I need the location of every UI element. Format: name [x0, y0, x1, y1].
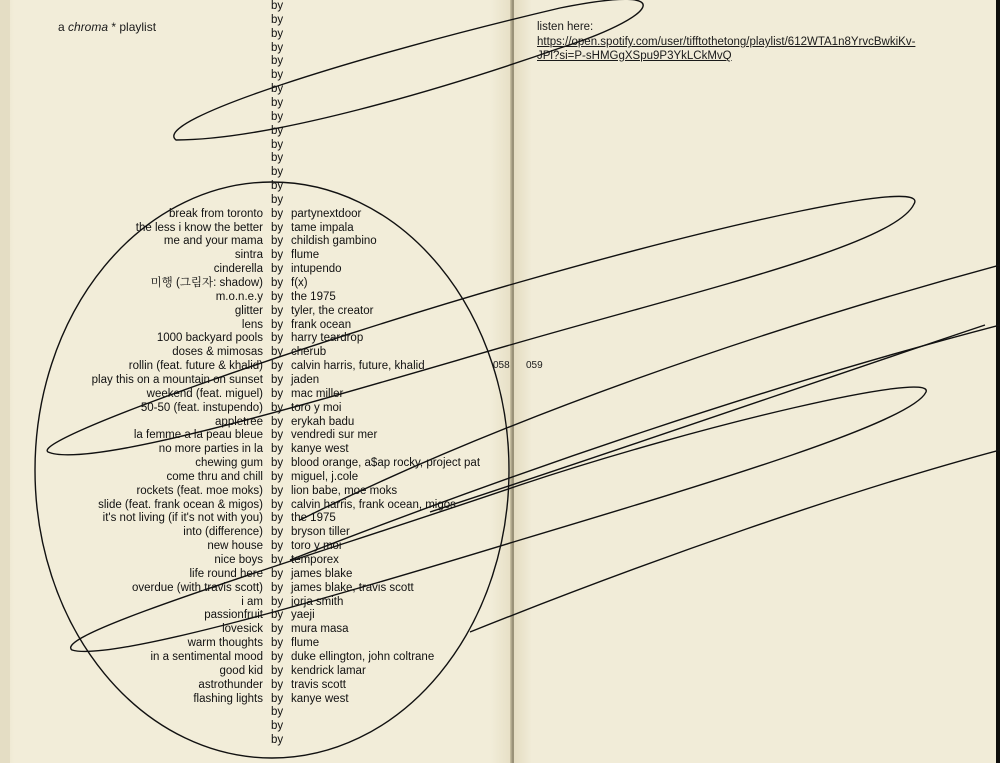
track-artist: jaden: [291, 373, 320, 386]
track-artist: bryson tiller: [291, 526, 350, 539]
track-artist: toro y moi: [291, 540, 342, 553]
drawn-circle: [35, 182, 509, 758]
scribble-loop-lower: [71, 387, 927, 651]
track-title: me and your mama: [163, 235, 263, 248]
by-word: by: [271, 96, 284, 109]
by-word: by: [271, 512, 284, 525]
track-title: new house: [207, 540, 263, 553]
by-word: by: [271, 567, 284, 580]
title-emphasis: chroma: [68, 20, 109, 34]
by-word: by: [271, 373, 284, 386]
by-word: by: [271, 290, 284, 303]
track-title: sintra: [234, 249, 263, 262]
track-title: la femme a la peau bleue: [133, 429, 263, 442]
by-word: by: [271, 609, 284, 622]
by-word: by: [271, 706, 284, 719]
by-word: by: [271, 152, 284, 165]
by-word: by: [271, 166, 284, 179]
track-artist: calvin harris, frank ocean, migos: [291, 498, 456, 511]
by-word: by: [271, 498, 284, 511]
track-artist: kendrick lamar: [291, 664, 366, 677]
by-word: by: [271, 27, 284, 40]
track-title: rollin (feat. future & khalid): [128, 360, 263, 373]
track-title: it's not living (if it's not with you): [102, 512, 263, 525]
track-artist: intupendo: [291, 263, 342, 276]
page-number-left: 058: [493, 360, 510, 371]
track-title: astrothunder: [198, 678, 263, 691]
track-artist: kanye west: [291, 443, 349, 456]
title-prefix: a: [58, 20, 69, 34]
track-artist: childish gambino: [291, 235, 377, 248]
by-word: by: [271, 332, 284, 345]
track-title: 50-50 (feat. instupendo): [140, 401, 263, 414]
scribble-loop-top: [174, 0, 643, 140]
track-artist: blood orange, a$ap rocky, project pat: [291, 457, 481, 470]
track-artist: miguel, j.cole: [291, 470, 359, 483]
track-artist: vendredi sur mer: [291, 429, 378, 442]
track-artist: jorja smith: [291, 595, 344, 608]
track-title: m.o.n.e.y: [215, 290, 263, 303]
track-title: i am: [241, 595, 263, 608]
by-word: by: [271, 180, 284, 193]
track-artist: travis scott: [291, 678, 346, 691]
track-artist: the 1975: [291, 290, 336, 303]
track-title: in a sentimental mood: [150, 650, 263, 663]
listen-label: listen here:: [537, 21, 594, 33]
track-artist: cherub: [291, 346, 327, 359]
by-word: by: [271, 664, 284, 677]
track-title: 미행 (그림자: shadow): [150, 277, 263, 289]
track-artist: erykah badu: [291, 415, 355, 428]
by-word: by: [271, 207, 284, 220]
track-title: slide (feat. frank ocean & migos): [98, 498, 263, 511]
track-title: lovesick: [222, 623, 263, 636]
by-word: by: [271, 277, 284, 289]
by-word: by: [271, 0, 284, 12]
by-word: by: [271, 734, 284, 747]
by-word: by: [271, 637, 284, 650]
by-word: by: [271, 554, 284, 566]
track-artist: lion babe, moe moks: [291, 484, 398, 497]
track-title: into (difference): [183, 526, 263, 539]
by-word: by: [271, 650, 284, 663]
track-artist: f(x): [291, 277, 308, 289]
by-word: by: [271, 457, 284, 470]
track-title: overdue (with travis scott): [131, 581, 263, 594]
track-title: rockets (feat. moe moks): [136, 484, 263, 497]
track-artist: flume: [291, 249, 320, 262]
by-word: by: [271, 526, 284, 539]
by-word: by: [271, 470, 284, 483]
track-artist: tame impala: [291, 221, 354, 234]
by-word: by: [271, 193, 284, 206]
track-artist: james blake: [291, 567, 353, 580]
track-title: doses & mimosas: [172, 346, 263, 359]
by-word: by: [271, 235, 284, 248]
track-artist: james blake, travis scott: [291, 581, 414, 594]
by-word: by: [271, 720, 284, 733]
by-word: by: [271, 581, 284, 594]
track-title: warm thoughts: [187, 637, 263, 650]
track-artist: partynextdoor: [291, 207, 362, 220]
by-word: by: [271, 595, 284, 608]
track-title: weekend (feat. miguel): [146, 387, 263, 400]
track-artist: the 1975: [291, 512, 336, 525]
track-artist: mac miller: [291, 387, 344, 400]
track-artist: yaeji: [291, 609, 315, 622]
track-title: the less i know the better: [135, 221, 263, 234]
by-word: by: [271, 415, 284, 428]
by-word: by: [271, 401, 284, 414]
by-word: by: [271, 443, 284, 456]
by-word: by: [271, 13, 284, 26]
by-word: by: [271, 360, 284, 373]
by-word: by: [271, 540, 284, 553]
track-title: flashing lights: [193, 692, 263, 705]
track-title: break from toronto: [169, 207, 263, 220]
scribble-loop-middle: [47, 193, 915, 455]
by-word: by: [271, 484, 284, 497]
by-word: by: [271, 110, 284, 123]
scribble-stroke-b: [290, 325, 1000, 560]
by-word: by: [271, 318, 284, 331]
playlist-link[interactable]: https://open.spotify.com/user/tifftothetong/playlist/612WTA1n8YrvcBwkiKv-JPl?si=P-sHMGgXSpu9P3YkLCkMvQ: [537, 36, 916, 62]
scribble-stroke-c: [470, 450, 1000, 632]
scribble-stroke-a: [300, 265, 1000, 520]
track-title: passionfruit: [204, 609, 263, 622]
track-title: come thru and chill: [166, 470, 263, 483]
by-word: by: [271, 124, 284, 137]
track-title: 1000 backyard pools: [156, 332, 263, 345]
by-word: by: [271, 346, 284, 359]
by-word: by: [271, 678, 284, 691]
scribble-stroke-d: [430, 325, 985, 512]
track-artist: kanye west: [291, 692, 349, 705]
by-word: by: [271, 387, 284, 400]
page-number-right: 059: [526, 360, 543, 371]
by-word: by: [271, 263, 284, 276]
track-title: no more parties in la: [158, 443, 263, 456]
by-word: by: [271, 221, 284, 234]
track-artist: tyler, the creator: [291, 304, 374, 317]
track-title: appletree: [215, 415, 263, 428]
track-title: good kid: [219, 664, 263, 677]
by-word: by: [271, 83, 284, 96]
track-artist: temporex: [291, 554, 339, 566]
track-title: life round here: [189, 567, 263, 580]
track-artist: mura masa: [291, 623, 349, 636]
track-title: glitter: [234, 304, 263, 317]
by-word: by: [271, 41, 284, 54]
track-artist: frank ocean: [291, 318, 352, 331]
track-artist: calvin harris, future, khalid: [291, 360, 425, 373]
track-title: chewing gum: [195, 457, 263, 470]
track-title: cinderella: [213, 263, 263, 276]
track-artist: harry teardrop: [291, 332, 364, 345]
title-suffix: * playlist: [108, 20, 157, 34]
by-word: by: [271, 69, 284, 82]
by-word: by: [271, 429, 284, 442]
by-word: by: [271, 138, 284, 151]
track-artist: flume: [291, 637, 320, 650]
track-title: nice boys: [214, 554, 263, 566]
track-title: play this on a mountain on sunset: [91, 373, 263, 386]
track-title: lens: [241, 318, 263, 331]
track-artist: duke ellington, john coltrane: [291, 650, 435, 663]
by-word: by: [271, 55, 284, 68]
by-word: by: [271, 692, 284, 705]
track-artist: toro y moi: [291, 401, 342, 414]
by-word: by: [271, 304, 284, 317]
by-word: by: [271, 249, 284, 262]
by-word: by: [271, 623, 284, 636]
